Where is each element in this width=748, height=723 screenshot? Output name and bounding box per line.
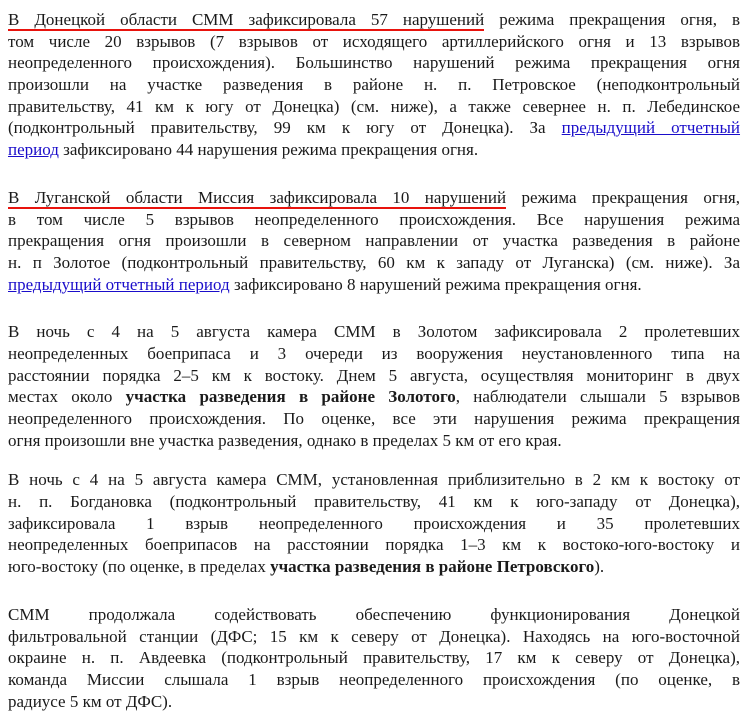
bold-phrase: участка разведения в районе Петровского: [270, 557, 595, 577]
text-line: [8, 430, 740, 452]
text-line: [8, 343, 740, 365]
paragraph: [8, 604, 740, 712]
text-segment: зафиксировано 8 нарушений режима прекращения огня.: [229, 274, 642, 294]
text-segment: неопределенных боеприпаса и 3 очереди из вооружения неустановленного типа на: [8, 343, 740, 363]
text-segment: правительству, 41 км к югу от Донецка) (см. ниже), а также севернее н. п. Лебединское: [8, 96, 740, 116]
text-line: [8, 321, 740, 343]
text-segment: радиусе 5 км от ДФС).: [8, 691, 173, 711]
text-line: [8, 52, 740, 74]
text-segment: неопределенных боеприпасов на расстоянии порядка 1–3 км к востоко-юго-востоку и: [8, 535, 740, 555]
text-line: [8, 31, 740, 53]
text-segment: юго-востоку (по оценке, в пределах: [8, 557, 271, 577]
text-line: [8, 534, 740, 556]
highlighted-phrase: В Донецкой области СММ зафиксировала 57 нарушений: [8, 10, 485, 29]
text-segment: огня произошли вне участка разведения, однако в пределах 5 км от его края.: [8, 430, 562, 450]
paragraph: [8, 321, 740, 451]
text-line: [8, 74, 740, 96]
text-line: [8, 556, 740, 578]
text-line: [8, 626, 740, 648]
text-segment: неопределенного происхождения). Большинство нарушений режима прекращения огня: [8, 53, 740, 73]
text-line: [8, 669, 740, 691]
text-segment: В ночь с 4 на 5 августа камера СММ в Золотом зафиксировала 2 пролетевших: [8, 322, 740, 342]
text-line: [8, 209, 740, 231]
text-line: [8, 252, 740, 274]
text-segment: н. п Золотое (подконтрольный правительству, 60 км к западу от Луганска) (см. ниже). За: [8, 252, 740, 272]
text-segment: зафиксировано 44 нарушения режима прекращения огня.: [58, 140, 479, 160]
previous-period-link[interactable]: предыдущий отчетный период: [8, 274, 230, 294]
text-segment: в том числе 5 взрывов неопределенного происхождения. Все нарушения режима: [8, 209, 740, 229]
text-line: [8, 365, 740, 387]
paragraph: [8, 187, 740, 295]
text-line: [8, 513, 740, 535]
text-segment: команда Миссии слышала 1 взрыв неопределенного происхождения (по оценке, в: [8, 669, 740, 689]
text-line: [8, 647, 740, 669]
text-segment: режима прекращения огня,: [506, 187, 740, 207]
text-line: [8, 139, 740, 161]
text-segment: расстоянии порядка 2–5 км к востоку. Днем 5 августа, осуществляя мониторинг в двух: [8, 365, 740, 385]
text-line: [8, 469, 740, 491]
text-line: [8, 187, 740, 209]
text-segment: местах около: [8, 387, 126, 407]
previous-period-link[interactable]: предыдущий отчетный: [561, 118, 741, 138]
text-segment: н. п. Богдановка (подконтрольный правительству, 41 км к юго-западу от Донецка),: [8, 492, 740, 512]
text-line: [8, 386, 740, 408]
paragraph: [8, 9, 740, 161]
bold-phrase: участка разведения в районе Золотого: [125, 387, 456, 407]
text-segment: В ночь с 4 на 5 августа камера СММ, установленная приблизительно в 2 км к востоку от: [8, 470, 740, 490]
previous-period-link[interactable]: период: [8, 140, 59, 160]
text-segment: (подконтрольный правительству, 99 км к югу от Донецка). За: [8, 118, 562, 138]
text-line: [8, 117, 740, 139]
text-segment: зафиксировала 1 взрыв неопределенного происхождения и 35 пролетевших: [8, 513, 740, 533]
text-segment: режима прекращения огня, в: [484, 10, 741, 29]
highlighted-phrase: В Луганской области Миссия зафиксировала 10 нарушений: [8, 187, 507, 207]
text-segment: том числе 20 взрывов (7 взрывов от исходящего артиллерийского огня и 13 взрывов: [8, 31, 740, 51]
document-body: [8, 9, 740, 712]
text-line: [8, 230, 740, 252]
text-line: [8, 691, 740, 713]
text-segment: произошли на участке разведения в районе н. п. Петровское (неподконтрольный: [8, 75, 740, 95]
text-segment: ).: [594, 557, 605, 577]
text-segment: неопределенного происхождения. По оценке, все эти нарушения режима прекращения: [8, 409, 740, 428]
text-segment: окраине н. п. Авдеевка (подконтрольный правительству, 17 км к северу от Донецка),: [8, 648, 740, 668]
text-line: [8, 9, 740, 31]
text-segment: СММ продолжала содействовать обеспечению функционирования Донецкой: [8, 604, 740, 624]
text-line: [8, 408, 740, 430]
text-segment: , наблюдатели слышали 5 взрывов: [455, 387, 741, 407]
text-line: [8, 274, 740, 296]
text-segment: фильтровальной станции (ДФС; 15 км к северу от Донецка). Находясь на юго-восточной: [8, 626, 740, 646]
text-line: [8, 604, 740, 626]
text-line: [8, 96, 740, 118]
paragraph: [8, 469, 740, 577]
text-segment: прекращения огня произошли в северном направлении от участка разведения в районе: [8, 231, 740, 251]
text-line: [8, 491, 740, 513]
